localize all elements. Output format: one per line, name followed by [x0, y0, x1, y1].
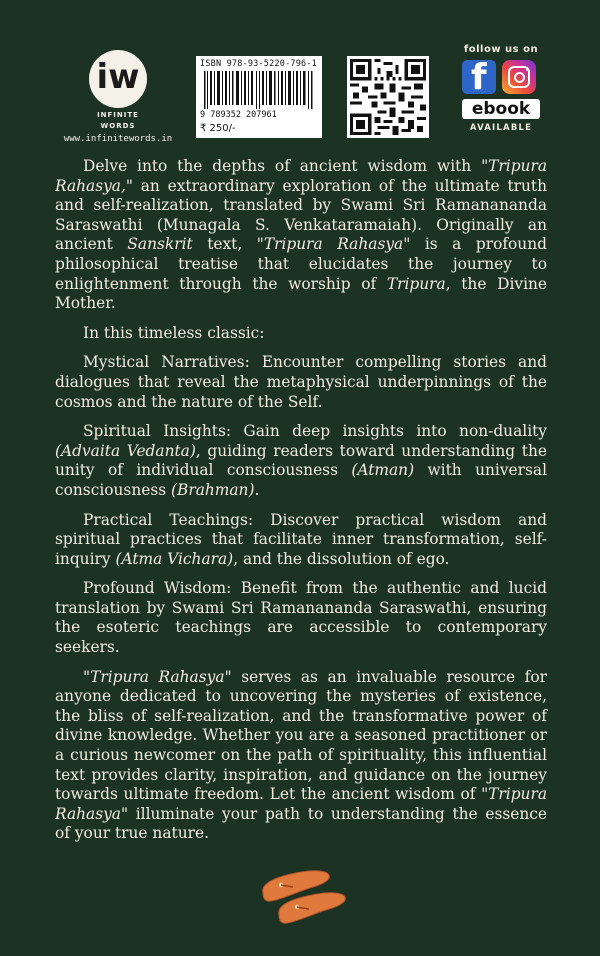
publisher-name-line2: WORDS — [100, 122, 136, 130]
barcode-bars-icon — [202, 71, 316, 109]
blurb-classic: In this timeless classic: — [83, 323, 265, 342]
qr-code[interactable] — [347, 56, 429, 138]
social-icons — [456, 57, 546, 98]
blurb-mystical: Mystical Narratives: Encounter compelling stories and dialogues that reveal the metaphysical underpinnings of the cosmos and the nature of the Self. — [55, 353, 547, 411]
logo-mark: iw — [96, 57, 140, 97]
ebook-label: ebook — [471, 99, 531, 119]
blurb-profound: Profound Wisdom: Benefit from the authentic and lucid translation by Swami Sri Ramanananda Saraswathi, ensuring the esoteric teachings are accessible to contemporary seekers. — [55, 579, 547, 657]
social-panel — [456, 44, 546, 133]
publisher-url[interactable]: www.infinitewords.in — [63, 134, 173, 144]
instagram-icon[interactable] — [502, 60, 536, 94]
qr-code-icon — [350, 59, 426, 135]
facebook-letter: f — [471, 57, 487, 98]
barcode — [196, 56, 322, 138]
instagram-lens — [514, 72, 525, 83]
blurb-intro: Delve into the depths of ancient wisdom with "Tripura Rahasya," an extraordinary exploration of the ultimate truth and self-realization, translated by Swami Sri Ramanananda Saraswathi (Munagala S. Venkataramaiah). Originally an ancient Sanskrit text, "Tripura Rahasya" is a profound philosophical treatise that elucidates the journey to enlightenment through the worship of Tripura, the Divine Mother. — [55, 157, 548, 313]
publisher-logo-icon — [89, 50, 147, 108]
sandals-icon — [257, 863, 349, 925]
isbn-label: ISBN 978-93-5220-796-1 — [200, 59, 317, 69]
blurb-practical: Practical Teachings: Discover practical wisdom and spiritual practices that facilitate inner transformation, self-inquiry (Atma Vichara), and the dissolution of ego. — [55, 510, 547, 568]
blurb — [55, 157, 547, 854]
available-label: AVAILABLE — [469, 123, 533, 133]
follow-us-label: follow us on — [463, 44, 539, 55]
price-label: ₹ 250/- — [200, 123, 236, 134]
publisher-name-line1: INFINITE — [97, 111, 139, 119]
instagram-flash — [526, 68, 529, 71]
blurb-closing: "Tripura Rahasya" serves as an invaluable resource for anyone dedicated to uncovering the mysteries of existence, the bliss of self-realization, and the transformative power of divine knowledge. Whether you are a seasoned practitioner or a curious newcomer on the path of spirituality, this influential text provides clarity, inspiration, and guidance on the journey towards ultimate freedom. Let the ancient wisdom of "Tripura Rahasya" illuminate your path to understanding the essence of your true nature. — [55, 667, 548, 843]
barcode-number: 9 789352 207961 — [200, 110, 277, 120]
facebook-icon[interactable] — [462, 57, 496, 98]
publisher-logo — [62, 50, 174, 144]
ebook-badge[interactable] — [462, 99, 540, 119]
blurb-spiritual: Spiritual Insights: Gain deep insights into non-duality (Advaita Vedanta), guiding readers toward understanding the unity of individual consciousness (Atman) with universal consciousness (Brahman). — [55, 422, 547, 499]
